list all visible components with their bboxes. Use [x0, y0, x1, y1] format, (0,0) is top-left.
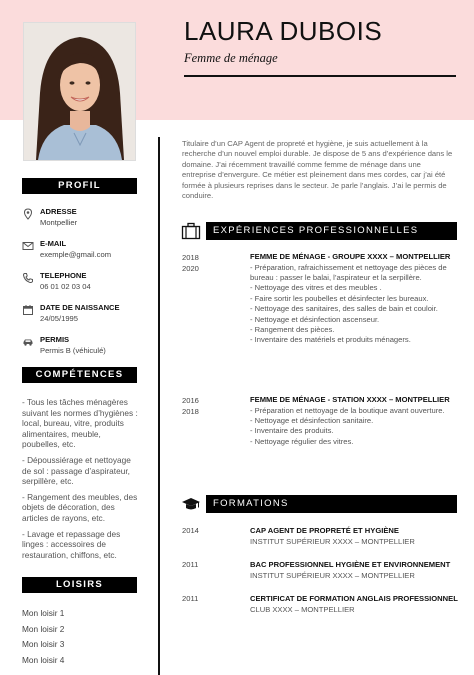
experience-task: - Rangement des pièces.: [250, 324, 335, 334]
hobby-item: Mon loisir 2: [22, 623, 65, 634]
address-label: ADRESSE: [40, 207, 77, 216]
birthdate-value: 24/05/1995: [40, 314, 79, 323]
education-year: 2011: [182, 560, 199, 569]
experience-header: [181, 222, 457, 240]
skills-heading: COMPÉTENCES: [22, 367, 137, 383]
birthdate-label: DATE DE NAISSANCE: [40, 303, 120, 312]
address-value: Montpellier: [40, 218, 78, 227]
education-school: INSTITUT SUPÉRIEUR XXXX – MONTPELLIER: [250, 570, 415, 580]
phone-label: TELEPHONE: [40, 271, 87, 280]
profile-photo: [23, 22, 136, 161]
license-label: PERMIS: [40, 335, 70, 344]
email-label: E-MAIL: [40, 239, 67, 248]
phone-value: 06 01 02 03 04: [40, 282, 91, 291]
skill-item: - Tous les tâches ménagères suivant les normes d’hygiènes : local, bureau, vitre, produits alimentaires, meuble, poubelles, etc.: [22, 397, 138, 450]
education-title: CERTIFICAT DE FORMATION ANGLAIS PROFESSIONNEL: [250, 594, 458, 603]
experience-title: FEMME DE MÉNAGE - GROUPE XXXX – MONTPELLIER: [250, 252, 451, 261]
experience-task: - Nettoyage régulier des vitres.: [250, 436, 354, 446]
hobby-item: Mon loisir 4: [22, 654, 65, 665]
experience-task: - Nettoyage des sanitaires, des salles de bain et couloir.: [250, 304, 438, 314]
hobby-item: Mon loisir 1: [22, 608, 65, 618]
email-value: exemple@gmail.com: [40, 250, 112, 259]
experience-task: - Préparation, rafraichissement et nettoyage des pièces de bureau : passer le balai, l’aspirateur et la serpillère.: [250, 262, 447, 282]
experience-start: 2018: [182, 253, 199, 262]
experience-task: - Faire sortir les poubelles et désinfecter les bureaux.: [250, 293, 429, 303]
profile-heading: PROFIL: [22, 178, 137, 194]
skill-item: - Dépoussiérage et nettoyage de sol : passage d’aspirateur, serpillère, etc.: [22, 454, 131, 487]
experience-title: FEMME DE MÉNAGE - STATION XXXX – MONTPELLIER: [250, 395, 450, 404]
education-year: 2014: [182, 526, 199, 535]
skills-list: [22, 397, 140, 565]
graduation-cap-icon: [181, 495, 201, 513]
education-school: INSTITUT SUPÉRIEUR XXXX – MONTPELLIER: [250, 536, 415, 546]
experience-dates: [182, 252, 199, 274]
phone-icon: [22, 271, 34, 283]
license-value: Permis B (véhiculé): [40, 346, 106, 355]
hobby-item: Mon loisir 3: [22, 639, 65, 649]
hobbies-list: [22, 606, 64, 668]
experience-task: - Inventaire des produits.: [250, 426, 334, 436]
experience-task: - Nettoyage et désinfection ascenseur.: [250, 314, 380, 324]
education-header: [181, 495, 457, 513]
location-pin-icon: [22, 207, 34, 219]
column-divider: [158, 137, 160, 675]
intro-summary: Titulaire d’un CAP Agent de propreté et hygiène, je suis actuellement à la recherche d’un nouvel emploi durable. Je dispose de 5 ans d’expérience dans le domaine. J’ai récemment travaillé comme femme de ménage dans une entreprise d’envergure. Ce métier est pleinement dans mes cordes, car j’ai été formée à plusieurs reprises dans le secteur. Je parle l’anglais. J’ai le permis de conduire.: [182, 139, 453, 201]
experience-task: - Préparation et nettoyage de la boutique avant ouverture.: [250, 405, 445, 415]
experience-heading: EXPÉRIENCES PROFESSIONNELLES: [206, 222, 457, 240]
experience-start: 2016: [182, 396, 199, 405]
experience-task: - Inventaire des matériels et produits ménagers.: [250, 335, 411, 345]
hobbies-heading: LOISIRS: [22, 577, 137, 593]
skill-item: - Lavage et repassage des linges : accessoires de restauration, chiffons, etc.: [22, 528, 121, 560]
experience-end: 2020: [182, 264, 199, 273]
education-heading: FORMATIONS: [206, 495, 457, 513]
education-title: BAC PROFESSIONNEL HYGIÈNE ET ENVIRONNEMENT: [250, 560, 451, 569]
experience-task: - Nettoyage et désinfection sanitaire.: [250, 415, 374, 425]
job-title: Femme de ménage: [184, 51, 278, 65]
car-icon: [22, 335, 34, 347]
candidate-name: LAURA DUBOIS: [184, 16, 383, 46]
calendar-icon: [22, 303, 34, 315]
experience-end: 2018: [182, 407, 199, 416]
envelope-icon: [22, 239, 34, 251]
title-divider: [184, 75, 456, 77]
experience-dates: [182, 395, 199, 417]
education-title: CAP AGENT DE PROPRETÉ ET HYGIÈNE: [250, 526, 399, 535]
experience-task: - Nettoyage des vitres et des meubles .: [250, 283, 382, 293]
briefcase-icon: [181, 222, 201, 240]
education-school: CLUB XXXX – MONTPELLIER: [250, 604, 355, 614]
skill-item: - Rangement des meubles, des objets de décoration, des articles de rayons, etc.: [22, 491, 138, 523]
education-year: 2011: [182, 594, 199, 603]
